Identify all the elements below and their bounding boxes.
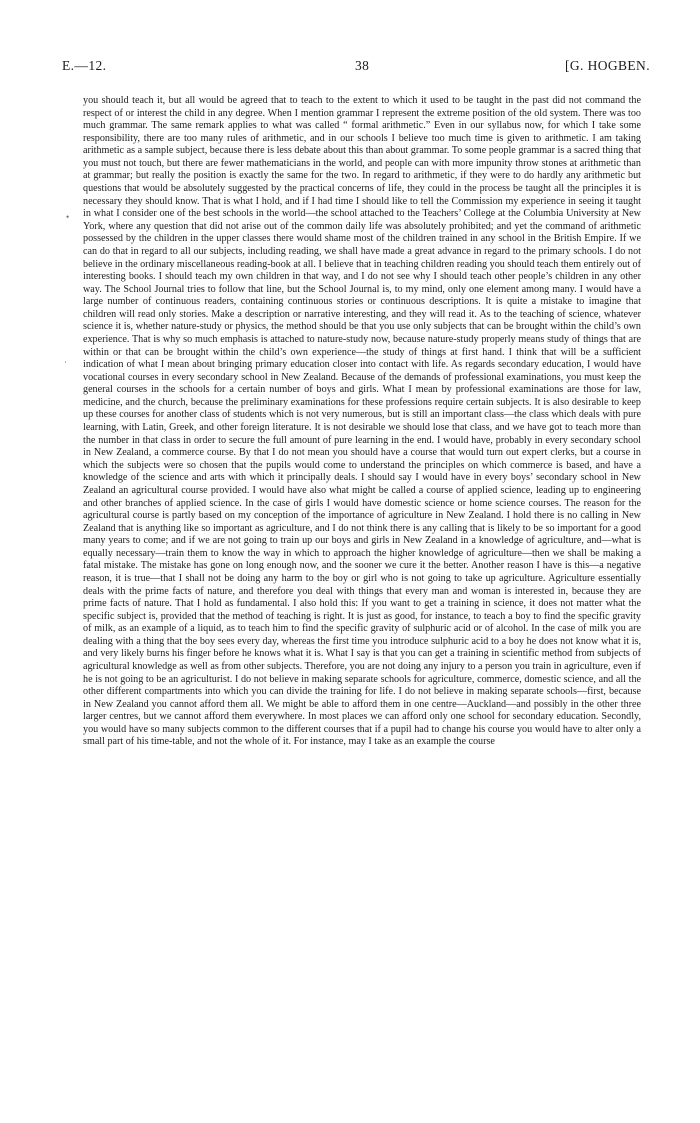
margin-speck: · bbox=[64, 357, 67, 367]
document-reference: E.—12. bbox=[62, 58, 107, 73]
margin-speck: • bbox=[66, 212, 70, 222]
page-header bbox=[62, 58, 650, 76]
witness-name: [G. HOGBEN. bbox=[564, 58, 650, 73]
body-paragraph: you should teach it, but all would be agreed that to teach to the extent to which it used to be taught in the past did not command the respect of or interest the child in any degree. When I mention grammar I represent the extreme position of the old system. There was too much grammar. The same remark applies to what was called “ formal arithmetic.” Even in our syllabus now, for which I take some responsibility, there are too many rules of arithmetic, and in our schools I believe too much time is given to arithmetic. I am taking arithmetic as a sample subject, because there is less debate about this than about grammar. To some people grammar is a sacred thing that you must not touch, but there are fewer mathematicians in the world, and people can with more impunity throw stones at arithmetic than at grammar; but really the position is exactly the same for the two. In regard to arithmetic, if they were to do hardly any arithmetic but questions that would be absolutely suggested by the practical concerns of life, they could in the process be taught all the principles it is necessary they should know. That is what I hold, and if I had time I should like to tell the Commission my experience in seeing it taught in what I consider one of the best schools in the world—the school attached to the Teachers’ College at the Columbia University at New York, where any question that did not arise out of the common daily life was absolutely prohibited; and yet the command of arithmetic possessed by the children in the upper classes there would shame most of the children trained in any school in the British Empire. If we can do that in regard to all our subjects, including reading, we shall have made a great advance in regard to the primary schools. I do not believe in the ordinary miscellaneous reading-book at all. I believe that in teaching children reading you should teach them entirely out of interesting books. I should teach my own children in that way, and I do not see why I should teach other people’s children in any other way. The School Journal tries to follow that line, but the School Journal is, to my mind, only one element among many. I would have a large number of continuous readers, containing continuous stories or continuous descriptions. It is quite a mistake to imagine that children will read only stories. Make a description or narrative interesting, and they will read it. As to the teaching of science, whatever science it is, whether nature-study or physics, the method should be that you use only subjects that can be brought within the child’s own experience. That is why so much emphasis is attached to nature-study now, because nature-study properly means study of things that are within or that can be brought within the child’s own experience—the study of things at first hand. I think that will be a sufficient indication of what I mean about bringing primary education closer into contact with life. As regards secondary education, I would have vocational courses in every secondary school in New Zealand. Because of the demands of professional examinations, you must keep the general courses in the schools for a certain number of boys and girls. What I mean by professional examinations are those for law, medicine, and the church, because the preliminary examinations for these professions require certain subjects. It is also desirable to keep up these courses for another class of students which is not very numerous, but is still an important class—the class which deals with pure learning, with Latin, Greek, and other foreign literature. It is not desirable we should lose that class, and we have got to teach more than the number in that class in order to secure the full amount of pure learning in the end. I would have, probably in every secondary school in New Zealand, a commerce course. By that I do not mean you should have a course that would turn out expert clerks, but a course in which the subjects were so chosen that the pupils would come to understand the principles on which commerce is based, and have a knowledge of the science and arts with which it principally deals. I should say I would have in every boys’ secondary school in New Zealand an agricultural course provided. I would have also what might be called a course of applied science, leading up to engineering and other branches of applied science. In the case of girls I would have domestic science or home science courses. The reason for the agricultural course is partly based on my conception of the importance of agriculture in New Zealand. I hold there is no calling in New Zealand that is anything like so important as agriculture, and I do not think there is any calling that is likely to be so important for a good many years to come; and if we are not going to train up our boys and girls in New Zealand in a knowledge of agriculture, and—what is equally necessary—train them to know the way in which to approach the higher knowledge of agriculture—then we shall be making a fatal mistake. The mistake has gone on long enough now, and the sooner we cure it the better. Another reason I have is this—a negative reason, it is true—that I shall not be doing any harm to the boy or girl who is not going to take up agriculture. Agriculture essentially deals with the prime facts of nature, and therefore you deal with things that every man and woman is interested in, because they are prime facts of nature. That I hold as fundamental. I also hold this: If you want to get a training in science, it does not matter what the specific subject is, provided that the method of teaching is right. It is just as good, for instance, to teach a boy to find the specific gravity of milk, as an example of a liquid, as to teach him to find the specific gravity of sulphuric acid or of alcohol. In the case of milk you are dealing with a thing that the boy sees every day, whereas the first time you introduce sulphuric acid to a boy he does not know what it is, and very likely burns his finger before he knows what it is. What I say is that you can get a training in scientific method from subjects of agricultural knowledge as well as from other subjects. Therefore, you are not doing any injury to a person you train in agriculture, even if he is not going to be an agriculturist. I do not believe in making separate schools for agriculture, commerce, domestic science, and all the other different compartments into which you can divide the training for life. I do not believe in making separate schools—first, because in New Zealand you cannot afford them all. We might be able to afford them in one centre—Auckland—and possibly in the other three larger centres, but we cannot afford them everywhere. In most places we can afford only one school for secondary education. Secondly, you would have so many subjects common to the different courses that if a pupil had to change his course you would have to alter only a small part of his time-table, and not the whole of it. For instance, may I take as an example the course bbox=[83, 95, 641, 748]
body-text bbox=[83, 95, 641, 749]
page-number: 38 bbox=[355, 58, 370, 73]
